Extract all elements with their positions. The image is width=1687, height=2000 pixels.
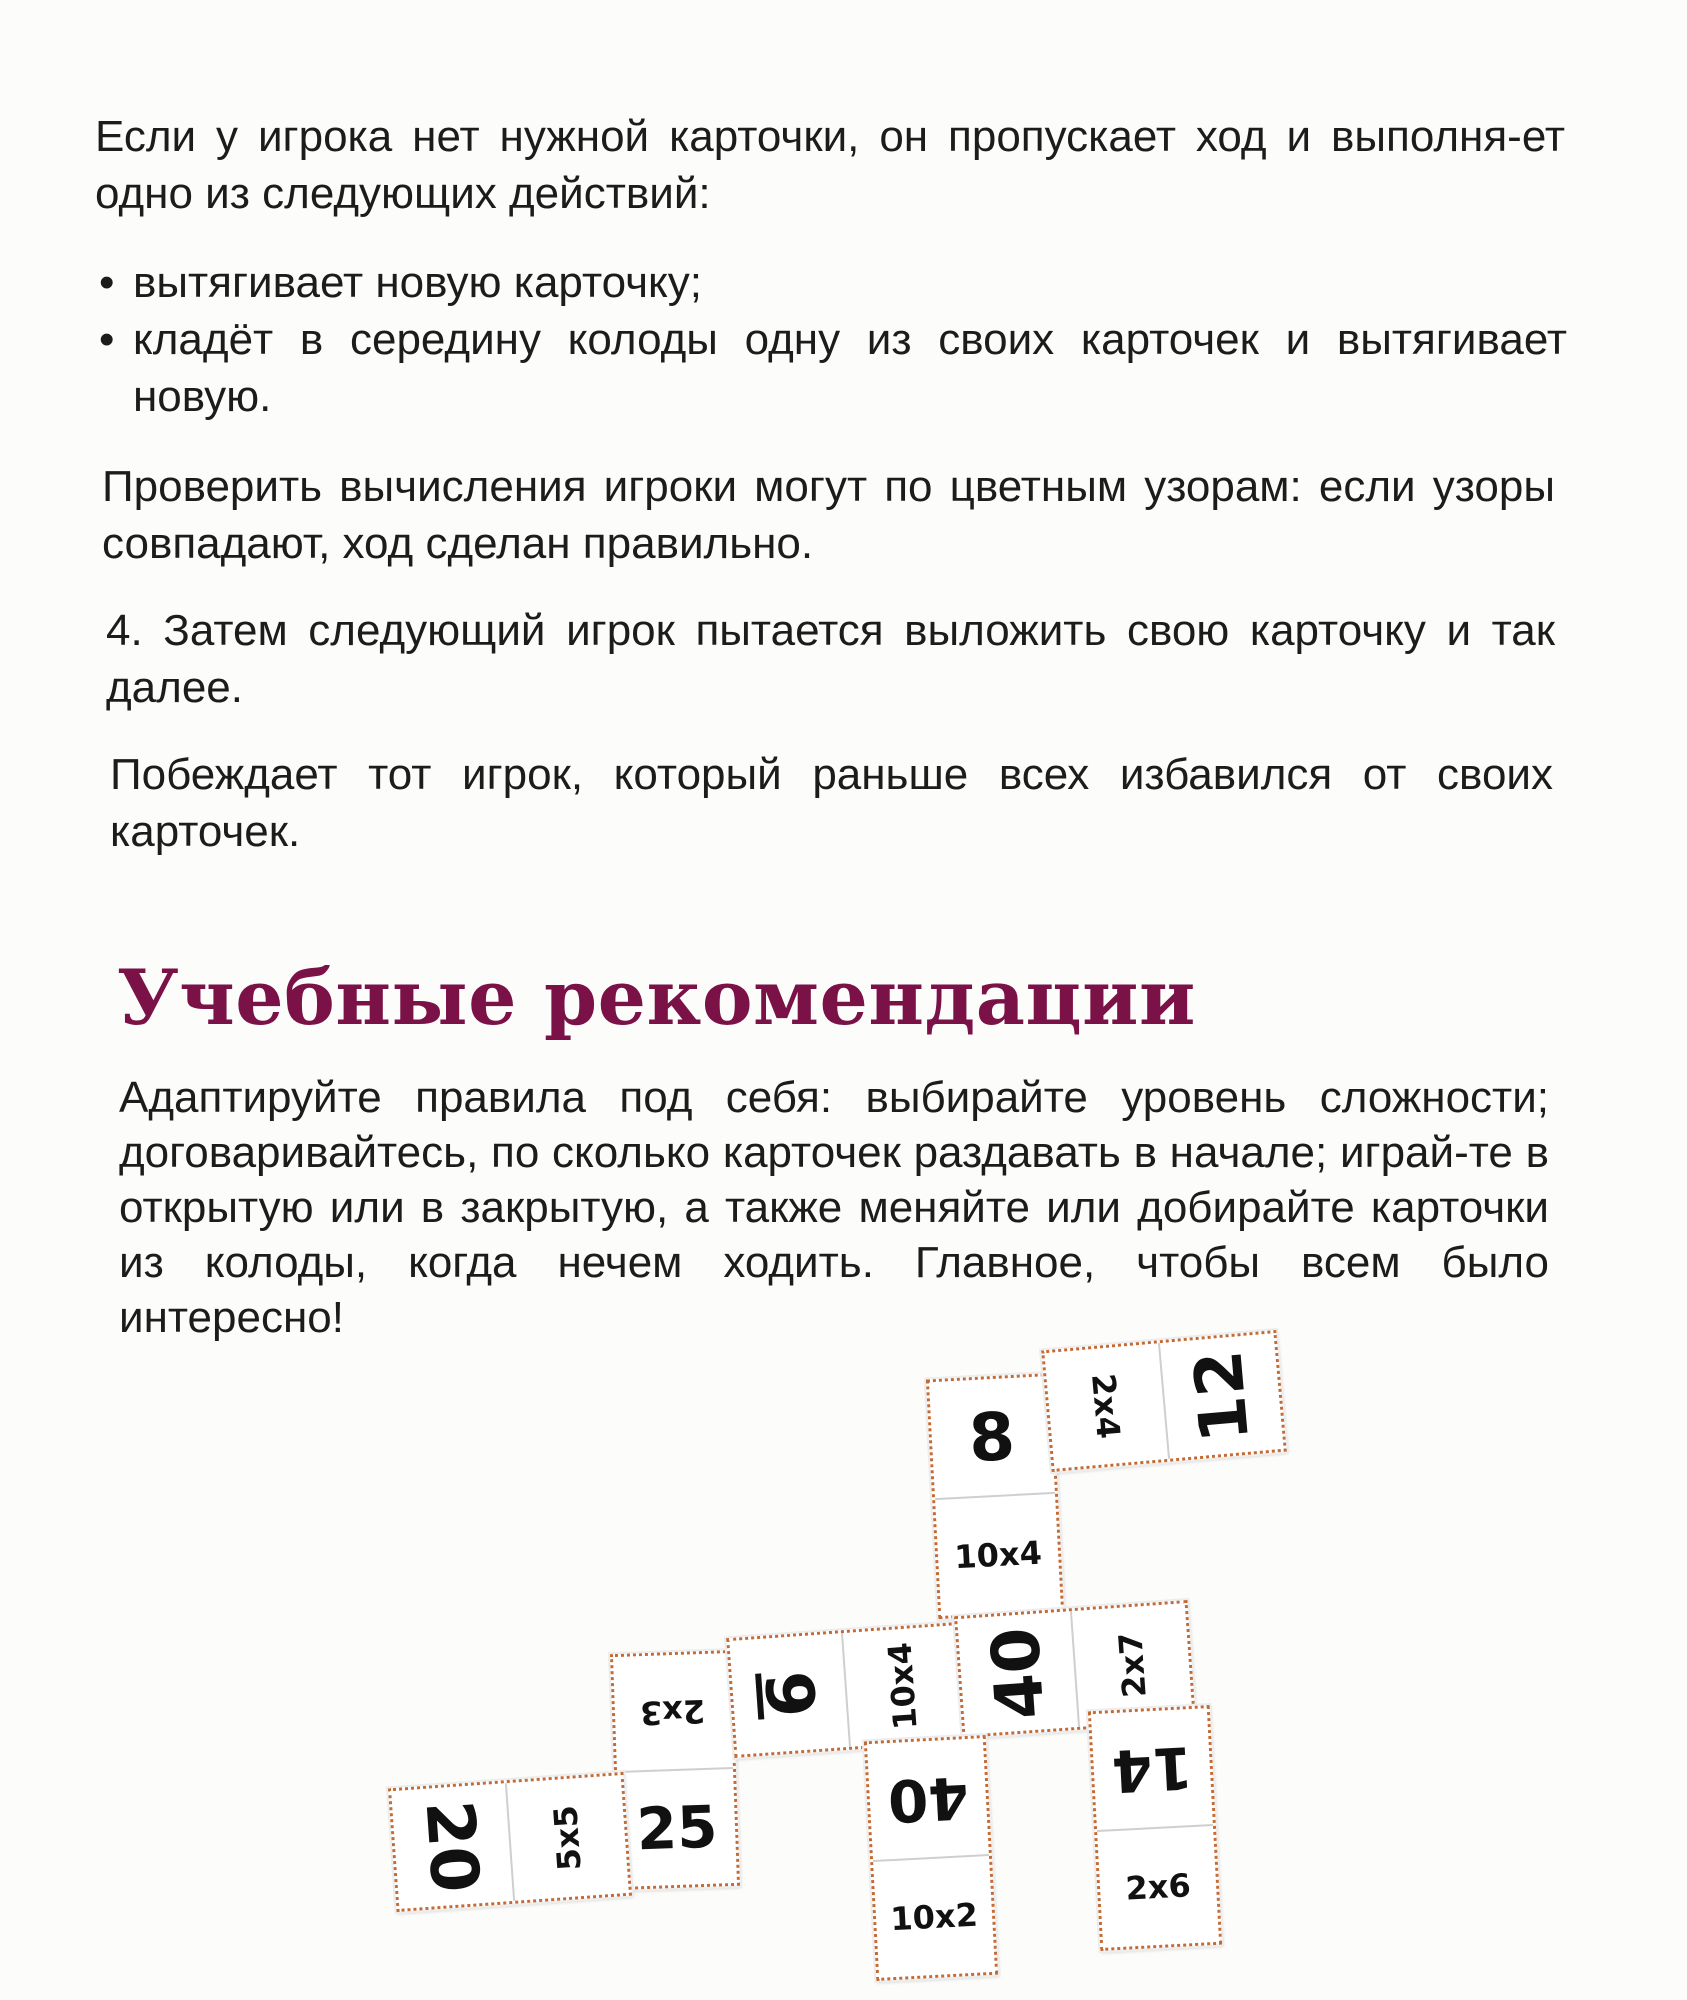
paragraph-check-patterns: Проверить вычисления игроки могут по цветным узорам: если узоры совпадают, ход сделан правильно.: [102, 462, 1555, 568]
domino-value: 10x4: [953, 1533, 1043, 1577]
list-item-text: вытягивает новую карточку;: [133, 258, 702, 307]
domino-value: 25: [635, 1792, 719, 1864]
domino-value: 2x4: [1084, 1371, 1128, 1441]
domino-value: 2x3: [639, 1691, 707, 1733]
domino-tile: [1088, 1705, 1222, 1951]
domino-tile: [864, 1735, 998, 1981]
domino-value: 10x2: [889, 1895, 979, 1939]
domino-value: 9: [749, 1668, 830, 1720]
paragraph-recommendations: Адаптируйте правила под себя: выбирайте уровень сложности; договаривайтесь, по сколько карточек раздавать в начале; играй-те в открытую или в закрытую, а также меняйте или добирайте карточки из колоды, когда нечем ходить. Главное, чтобы всем было интересно!: [119, 1073, 1549, 1342]
domino-value: 14: [1109, 1733, 1194, 1806]
domino-value: 2x6: [1124, 1866, 1192, 1908]
paragraph-no-card: Если у игрока нет нужной карточки, он пропускает ход и выполня-ет одно из следующих действий:: [95, 112, 1565, 218]
domino-value: 10x4: [880, 1641, 925, 1731]
domino-tile: [1041, 1330, 1287, 1472]
domino-value: 40: [885, 1763, 970, 1836]
list-item: [97, 311, 1567, 425]
bullet-icon: •: [99, 315, 115, 364]
domino-value: 2x7: [1111, 1631, 1154, 1699]
domino-tile: [610, 1650, 740, 1890]
domino-illustration: [0, 1320, 1687, 2000]
domino-value: 8: [966, 1397, 1017, 1477]
domino-value: 40: [976, 1624, 1060, 1722]
list-item-text: кладёт в середину колоды одну из своих карточек и вытягивает новую.: [133, 315, 1567, 421]
list-item: [97, 254, 1567, 311]
domino-value: 12: [1179, 1346, 1265, 1446]
bullet-icon: •: [99, 258, 115, 307]
section-heading: Учебные рекомендации: [117, 953, 1196, 1042]
action-list: [97, 254, 1567, 425]
domino-value: 20: [410, 1797, 494, 1895]
domino-tile: [388, 1772, 632, 1912]
domino-value: 5x5: [546, 1804, 590, 1872]
domino-tile: [926, 1373, 1064, 1619]
paragraph-winner: Побеждает тот игрок, который раньше всех избавился от своих карточек.: [110, 750, 1553, 856]
paragraph-next-player: 4. Затем следующий игрок пытается выложить свою карточку и так далее.: [106, 606, 1555, 712]
